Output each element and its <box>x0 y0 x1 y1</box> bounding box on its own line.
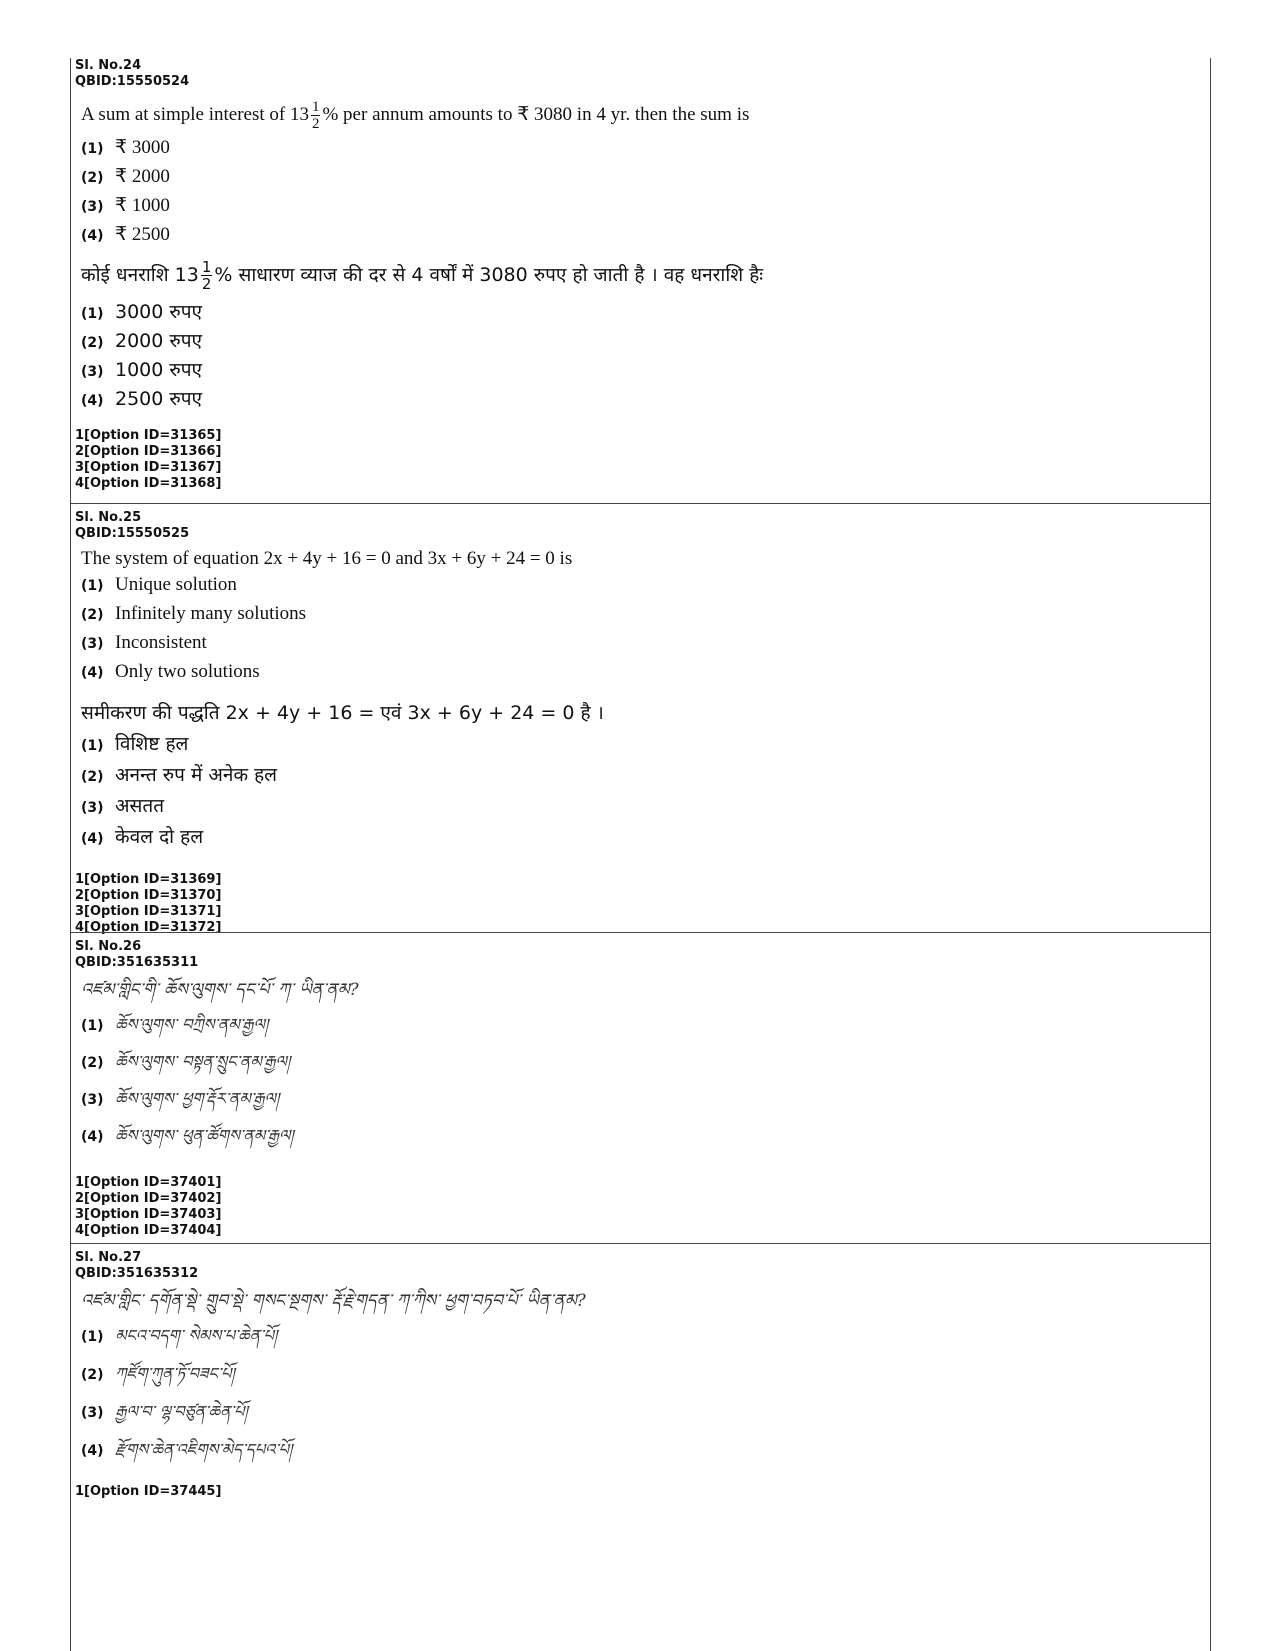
option-1[interactable]: (1) ཆོས་ལུགས་ བཀྲིས་ནམ་རྒྱལ། <box>81 1015 269 1034</box>
option-2[interactable]: (2) ཀཛོག་ཀུན་ཏོ་བཟང་པོ། <box>81 1364 235 1383</box>
option-id-list: 1[Option ID=37445] <box>75 1484 222 1499</box>
option-2[interactable]: (2) ₹ 2000 <box>81 166 170 187</box>
option-id-list: 1[Option ID=31365] 2[Option ID=31366] 3[Option ID=31367] 4[Option ID=31368] <box>75 428 222 491</box>
question-stem-bo: འཛམ་གླིང་གི་ ཆོས་ལུགས་ དང་པོ་ ཀ་ ཡིན་ནམ? <box>81 980 359 1000</box>
question-paper-sheet <box>70 58 1211 1651</box>
option-4-hi[interactable]: (4) 2500 रुपए <box>81 388 203 410</box>
option-1-hi[interactable]: (1) विशिष्ट हल <box>81 733 189 755</box>
option-3[interactable]: (3) ཆོས་ལུགས་ ཕྱག་རྡོར་ནམ་རྒྱལ། <box>81 1089 280 1108</box>
question-stem-en: A sum at simple interest of 13 $\frac{1}{2}$ % per annum amounts to ₹ 3080 in 4 yr. then the sum is <box>81 99 750 133</box>
option-2[interactable]: (2) ཆོས་ལུགས་ བསྟན་སྲུང་ནམ་རྒྱལ། <box>81 1052 291 1071</box>
option-3[interactable]: (3) རྒྱལ་བ་ ལྷ་བཙུན་ཆེན་པོ། <box>81 1402 248 1421</box>
question-stem-hi: समीकरण की पद्धति 2x + 4y + 16 = एवं 3x + 6y + 24 = 0 है । <box>81 702 604 724</box>
question-stem-en: The system of equation 2x + 4y + 16 = 0 and 3x + 6y + 24 = 0 is <box>81 548 573 569</box>
qbid: QBID:15550525 <box>75 526 190 541</box>
serial-number: Sl. No.27 <box>75 1250 142 1265</box>
question-stem-hi: कोई धनराशि 13 $\frac{1}{2}$ % साधारण व्याज की दर से 4 वर्षों में 3080 रुपए हो जाती है । वह धनराशि हैः <box>81 258 764 293</box>
option-id-list: 1[Option ID=31369] 2[Option ID=31370] 3[Option ID=31371] 4[Option ID=31372] <box>75 872 222 935</box>
option-1[interactable]: (1) མངའ་བདག་ སེམས་པ་ཆེན་པོ། <box>81 1326 278 1345</box>
option-4[interactable]: (4) ₹ 2500 <box>81 224 170 245</box>
qbid: QBID:15550524 <box>75 74 190 89</box>
option-4-hi[interactable]: (4) केवल दो हल <box>81 826 204 848</box>
fraction: $\frac{1}{2}$ <box>311 99 320 133</box>
option-1[interactable]: (1) Unique solution <box>81 574 237 595</box>
serial-number: Sl. No.24 <box>75 58 142 73</box>
option-1[interactable]: (1) ₹ 3000 <box>81 137 170 158</box>
qbid: QBID:351635311 <box>75 955 199 970</box>
question-block-25 <box>71 503 1210 936</box>
fraction: $\frac{1}{2}$ <box>201 258 212 293</box>
serial-number: Sl. No.26 <box>75 939 142 954</box>
question-block-27 <box>71 1243 1210 1500</box>
option-3-hi[interactable]: (3) असतत <box>81 795 165 817</box>
option-3[interactable]: (3) ₹ 1000 <box>81 195 170 216</box>
option-3[interactable]: (3) Inconsistent <box>81 632 207 653</box>
question-block-26 <box>71 932 1210 1239</box>
option-4[interactable]: (4) ཆོས་ལུགས་ ཕུན་ཚོགས་ནམ་རྒྱལ། <box>81 1126 294 1145</box>
option-3-hi[interactable]: (3) 1000 रुपए <box>81 359 203 381</box>
option-1-hi[interactable]: (1) 3000 रुपए <box>81 301 203 323</box>
option-4[interactable]: (4) Only two solutions <box>81 661 260 682</box>
option-id-list: 1[Option ID=37401] 2[Option ID=37402] 3[Option ID=37403] 4[Option ID=37404] <box>75 1175 222 1238</box>
question-block-24 <box>71 58 1210 492</box>
qbid: QBID:351635312 <box>75 1266 199 1281</box>
option-4[interactable]: (4) རྫོགས་ཆེན་འཇིགས་མེད་དཔའ་པོ། <box>81 1440 293 1459</box>
option-2-hi[interactable]: (2) अनन्त रुप में अनेक हल <box>81 764 278 786</box>
option-2-hi[interactable]: (2) 2000 रुपए <box>81 330 203 352</box>
option-2[interactable]: (2) Infinitely many solutions <box>81 603 307 624</box>
serial-number: Sl. No.25 <box>75 510 142 525</box>
question-stem-bo: འཛམ་གླིང་ དགོན་སྡེ་ གྲུབ་སྡེ་ གསང་སྔགས་ རྡོ་རྗེ་གདན་ ཀ་ཀིས་ ཕྱག་བཏབ་པོ་ ཡིན་ནམ? <box>81 1291 586 1311</box>
